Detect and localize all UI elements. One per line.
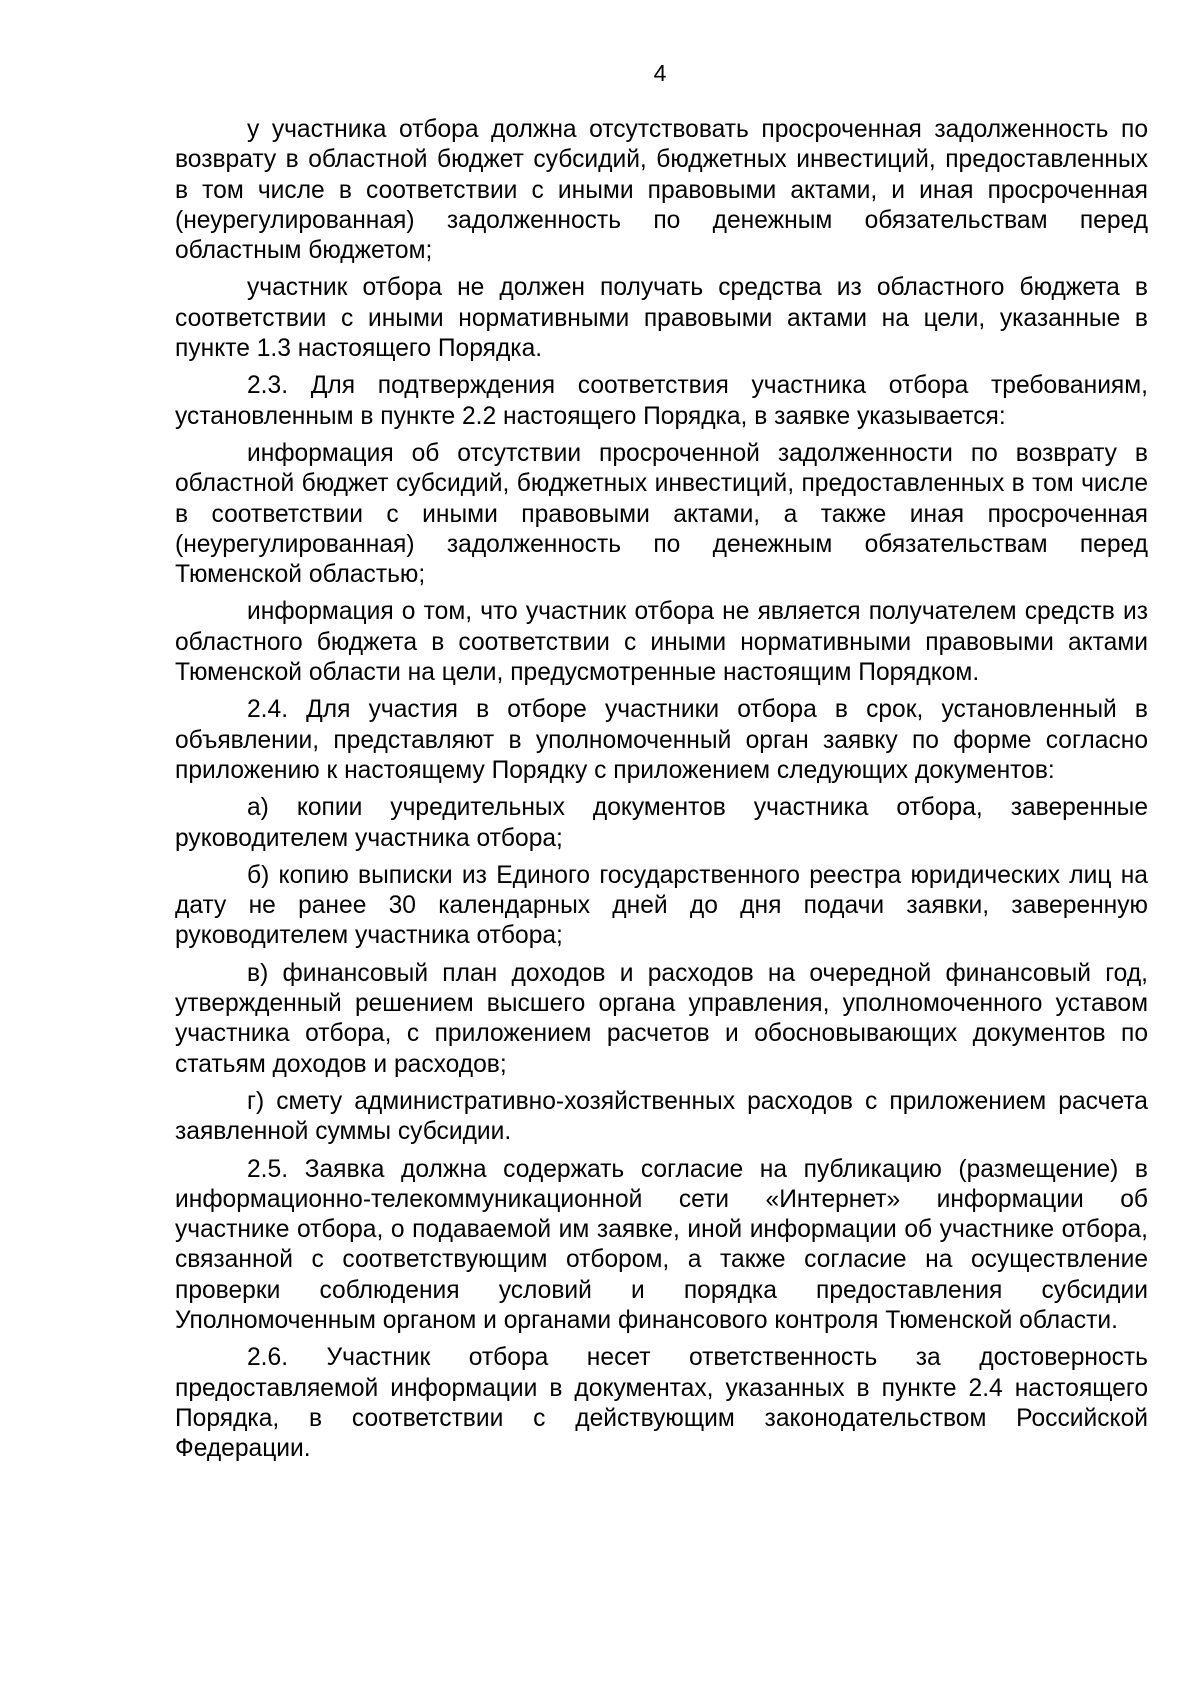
- paragraph-2-4-v: в) финансовый план доходов и расходов на очередной финансовый год, утвержденный решением высшего органа управления, уполномоченного уставом участника отбора, с приложением расчетов и обосновывающих документов по статьям доходов и расходов;: [175, 959, 1148, 1078]
- paragraph-2-5: 2.5. Заявка должна содержать согласие на публикацию (размещение) в информационно-телекоммуникационной сети «Интернет» информации об участнике отбора, о подаваемой им заявке, иной информации об участнике отбора, связанной с соответствующим отбором, а также согласие на осуществление проверки соблюдения условий и порядка предоставления субсидии Уполномоченным органом и органами финансового контроля Тюменской области.: [175, 1155, 1148, 1334]
- paragraph-2-4: 2.4. Для участия в отборе участники отбора в срок, установленный в объявлении, представляют в уполномоченный орган заявку по форме согласно приложению к настоящему Порядку с приложением следующих документов:: [175, 696, 1148, 784]
- paragraph-2-4-b: б) копию выписки из Единого государственного реестра юридических лиц на дату не ранее 30 календарных дней до дня подачи заявки, заверенную руководителем участника отбора;: [175, 861, 1148, 950]
- document-body: [175, 115, 1148, 1471]
- paragraph-overdue-debt: у участника отбора должна отсутствовать просроченная задолженность по возврату в областной бюджет субсидий, бюджетных инвестиций, предоставленных в том числе в соответствии с иными правовыми актами, и иная просроченная (неурегулированная) задолженность по денежным обязательствам перед областным бюджетом;: [175, 116, 1148, 265]
- paragraph-2-4-g: г) смету административно-хозяйственных расходов с приложением расчета заявленной суммы субсидии.: [175, 1087, 1148, 1146]
- page-number: 4: [653, 60, 667, 86]
- paragraph-2-6: 2.6. Участник отбора несет ответственность за достоверность предоставляемой информации в документах, указанных в пункте 2.4 настоящего Порядка, в соответствии с действующим законодательством Российской Федерации.: [175, 1344, 1148, 1463]
- paragraph-2-4-a: а) копии учредительных документов участника отбора, заверенные руководителем участника отбора;: [175, 794, 1148, 852]
- paragraph-info-no-debt: информация об отсутствии просроченной задолженности по возврату в областной бюджет субсидий, бюджетных инвестиций, предоставленных в том числе в соответствии с иными правовыми актами, а также иная просроченная (неурегулированная) задолженность по денежным обязательствам перед Тюменской областью;: [175, 439, 1148, 589]
- paragraph-no-other-funds: участник отбора не должен получать средства из областного бюджета в соответствии с иными нормативными правовыми актами на цели, указанные в пункте 1.3 настоящего Порядка.: [175, 274, 1148, 363]
- paragraph-2-3: 2.3. Для подтверждения соответствия участника отбора требованиям, установленным в пункте 2.2 настоящего Порядка, в заявке указывается:: [175, 372, 1148, 430]
- paragraph-info-not-recipient: информация о том, что участник отбора не является получателем средств из областного бюджета в соответствии с иными нормативными правовыми актами Тюменской области на цели, предусмотренные настоящим Порядком.: [175, 598, 1148, 687]
